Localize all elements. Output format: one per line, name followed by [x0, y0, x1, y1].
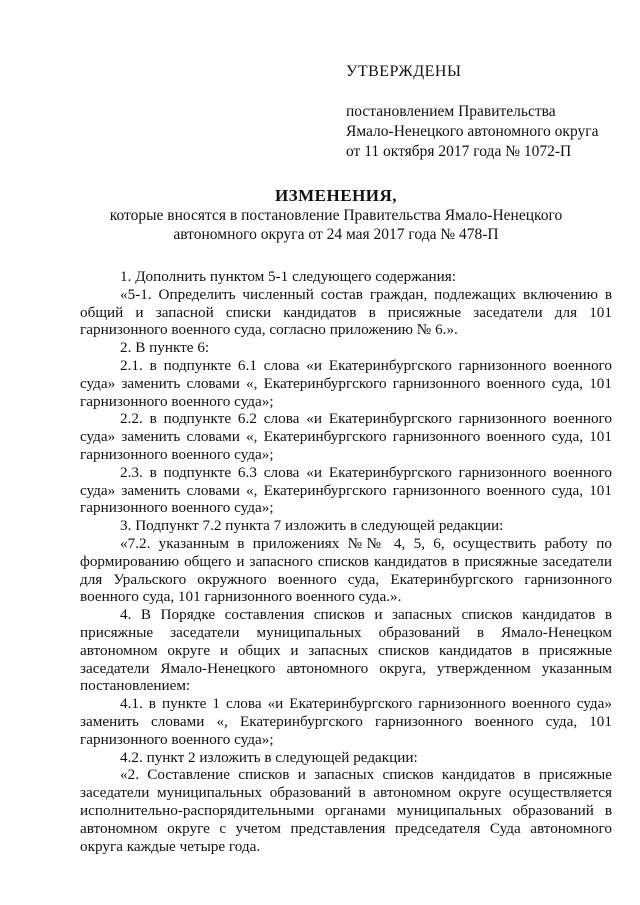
document-title-block — [60, 186, 612, 244]
paragraph-item-2-2: 2.2. в подпункте 6.2 слова «и Екатеринбургского гарнизонного военного суда» заменить словами «, Екатеринбургского гарнизонного военного суда, 101 гарнизонного военного суда»; — [80, 410, 612, 463]
paragraph-item-7-2-text: «7.2. указанным в приложениях №№ 4, 5, 6, осуществить работу по формированию общего и запасного списков кандидатов в присяжные заседатели для Уральского окружного военного суда, Екатеринбургского гарнизонного военного суда, 101 гарнизонного военного суда.». — [80, 534, 612, 606]
paragraph-item-3: 3. Подпункт 7.2 пункта 7 изложить в следующей редакции: — [120, 517, 504, 535]
paragraph-item-2-1: 2.1. в подпункте 6.1 слова «и Екатеринбургского гарнизонного военного суда» заменить словами «, Екатеринбургского гарнизонного военного суда, 101 гарнизонного военного суда»; — [80, 356, 612, 410]
approval-line-3: от 11 октября 2017 года № 1072-П — [346, 143, 572, 160]
paragraph-item-2-text: «2. Составление списков и запасных списков кандидатов в присяжные заседатели муниципальных образований в автономном округе осуществляется исполнительно-распорядительными органами муниципальных образований в автономном округе с учетом представления председателя Суда автономного округа каждые четыре года. — [80, 766, 612, 855]
paragraph-item-2: 2. В пункте 6: — [120, 339, 210, 357]
paragraph-item-4-2: 4.2. пункт 2 изложить в следующей редакции: — [120, 748, 418, 766]
document-subtitle-line-1: которые вносятся в постановление Правительства Ямало-Ненецкого — [109, 207, 563, 224]
paragraph-item-5-1-text: «5-1. Определить численный состав граждан, подлежащих включению в общий и запасной списки кандидатов в присяжные заседатели для 101 гарнизонного военного суда, согласно приложению № 6.». — [80, 285, 612, 339]
approval-heading: УТВЕРЖДЕНЫ — [346, 63, 462, 80]
approval-line-2: Ямало-Ненецкого автономного округа — [346, 123, 599, 140]
approval-stamp — [346, 62, 626, 162]
paragraph-item-1: 1. Дополнить пунктом 5-1 следующего содержания: — [120, 268, 456, 285]
document-title: ИЗМЕНЕНИЯ, — [274, 186, 398, 205]
paragraph-item-2-3: 2.3. в подпункте 6.3 слова «и Екатеринбургского гарнизонного военного суда» заменить словами «, Екатеринбургского гарнизонного военного суда, 101 гарнизонного военного суда»; — [80, 463, 612, 517]
paragraph-item-4: 4. В Порядке составления списков и запасных списков кандидатов в присяжные заседатели муниципальных образований в Ямало-Ненецком автономном округе и общих и запасных списков кандидатов в присяжные заседатели Ямало-Ненецкого автономного округа, утвержденном указанным постановлением: — [80, 606, 612, 695]
document-subtitle-line-2: автономного округа от 24 мая 2017 года № 478-П — [173, 226, 499, 243]
paragraph-item-4-1: 4.1. в пункте 1 слова «и Екатеринбургского гарнизонного военного суда» заменить словами «, Екатеринбургского гарнизонного военного суда, 101 гарнизонного военного суда»; — [80, 695, 612, 748]
approval-line-1: постановлением Правительства — [346, 103, 556, 120]
document-body — [80, 268, 612, 855]
